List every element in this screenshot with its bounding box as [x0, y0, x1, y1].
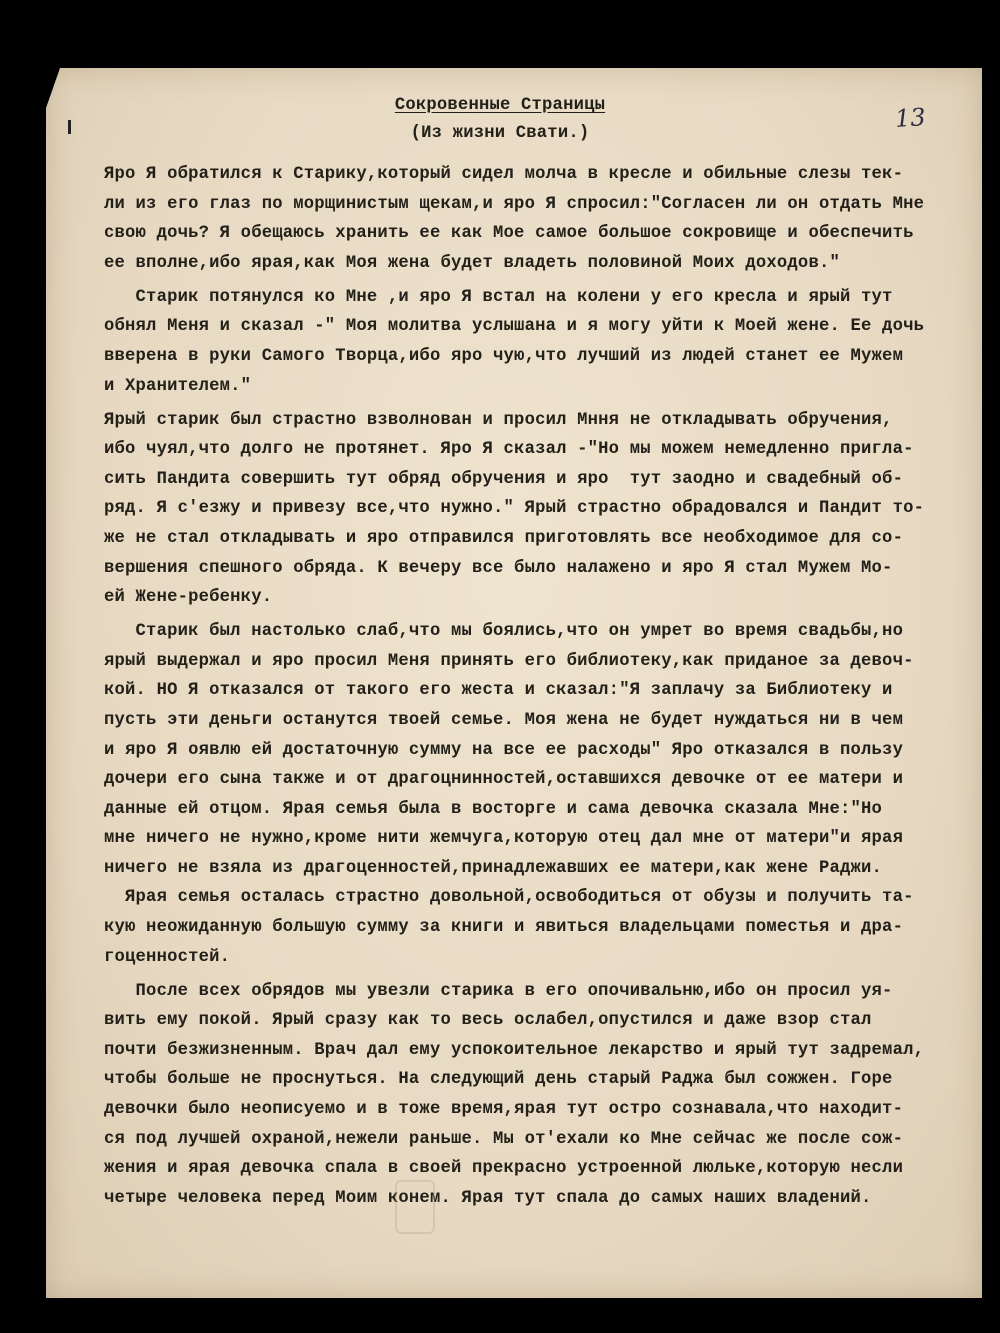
text-line: почти безжизненным. Врач дал ему успокоительное лекарство и ярый тут задремал,	[104, 1040, 925, 1060]
text-line: же не стал откладывать и яро отправился приготовлять все необходимое для со-	[104, 528, 904, 548]
text-line: Старик был настолько слаб,что мы боялись,что он умрет во время свадьбы,но	[104, 622, 904, 642]
text-line: и яро Я оявлю ей достаточную сумму на все ее расходы" Яро отказался в пользу	[104, 740, 904, 760]
text-line: ибо чуял,что долго не протянет. Яро Я сказал -"Но мы можем немедленно пригла-	[104, 440, 914, 460]
text-line: свою дочь? Я обещаюсь хранить ее как Мое самое большое сокровище и обеспечить	[104, 224, 914, 244]
text-line: ли из его глаз по морщинистым щекам,и яро Я спросил:"Согласен ли он отдать Мне	[104, 194, 925, 214]
text-line: пусть эти деньги останутся твоей семье. Моя жена не будет нуждаться ни в чем	[104, 710, 904, 730]
text-line: данные ей отцом. Ярая семья была в восторге и сама девочка сказала Мне:"Но	[104, 799, 883, 819]
text-line: Ярая семья осталась страстно довольной,освободиться от обузы и получить та-	[104, 888, 914, 908]
text-line: обнял Меня и сказал -" Моя молитва услышана и я могу уйти к Моей жене. Ее дочь	[104, 317, 925, 337]
text-line: вверена в руки Самого Творца,ибо яро чую,что лучший из людей станет ее Мужем	[104, 346, 904, 366]
text-line: и Хранителем."	[104, 376, 252, 396]
text-line: кой. НО Я отказался от такого его жеста и сказал:"Я заплачу за Библиотеку и	[104, 681, 893, 701]
text-line: ся под лучшей охраной,нежели раньше. Мы от'ехали ко Мне сейчас же после сож-	[104, 1129, 904, 1149]
text-line: Старик потянулся ко Мне ,и яро Я встал на колени у его кресла и ярый тут	[104, 287, 893, 307]
text-line: гоценностей.	[104, 947, 231, 967]
text-line: ярый выдержал и яро просил Меня принять его библиотеку,как приданое за девоч-	[104, 651, 914, 671]
text-line: ничего не взяла из драгоценностей,принадлежавших ее матери,как жене Раджи.	[104, 858, 883, 878]
text-line: Яро Я обратился к Старику,который сидел молча в кресле и обильные слезы тек-	[104, 165, 904, 184]
text-line: жения и ярая девочка спала в своей прекрасно устроенной люльке,которую несли	[104, 1159, 904, 1179]
text-line: дочери его сына также и от драгоцнинностей,оставшихся девочке от ее матери и	[104, 770, 904, 790]
text-line: После всех обрядов мы увезли старика в его опочивальню,ибо он просил уя-	[104, 981, 893, 1001]
text-line: ей Жене-ребенку.	[104, 588, 273, 608]
text-line: чтобы больше не проснуться. На следующий день старый Раджа был сожжен. Горе	[104, 1070, 893, 1090]
document-body	[104, 160, 964, 1213]
text-line: Ярый старик был страстно взволнован и просил Мння не откладывать обручения,	[104, 410, 893, 430]
text-line: вершения спешного обряда. К вечеру все было налажено и яро Я стал Мужем Мо-	[104, 558, 893, 578]
handwritten-page-number: 13	[894, 102, 927, 134]
text-line: сить Пандита совершить тут обряд обручения и яро тут заодно и свадебный об-	[104, 469, 904, 489]
text-line: кую неожиданную большую сумму за книги и явиться владельцами поместья и дра-	[104, 918, 904, 938]
document-subtitle: (Из жизни Свати.)	[410, 124, 590, 143]
text-line: вить ему покой. Ярый сразу как то весь ослабел,опустился и даже взор стал	[104, 1011, 872, 1031]
text-line: мне ничего не нужно,кроме нити жемчуга,которую отец дал мне от матери"и ярая	[104, 829, 904, 849]
text-line: четыре человека перед Моим конем. Ярая тут спала до самых наших владений.	[104, 1188, 872, 1208]
faint-stamp	[395, 1180, 435, 1234]
document-title: Сокровенные Страницы	[394, 96, 606, 115]
text-line: девочки было неописуемо и в тоже время,ярая тут остро сознавала,что находит-	[104, 1100, 904, 1120]
text-line: ряд. Я с'езжу и привезу все,что нужно." Ярый страстно обрадовался и Пандит то-	[104, 499, 925, 519]
text-line: ее вполне,ибо ярая,как Моя жена будет владеть половиной Моих доходов."	[104, 253, 840, 273]
